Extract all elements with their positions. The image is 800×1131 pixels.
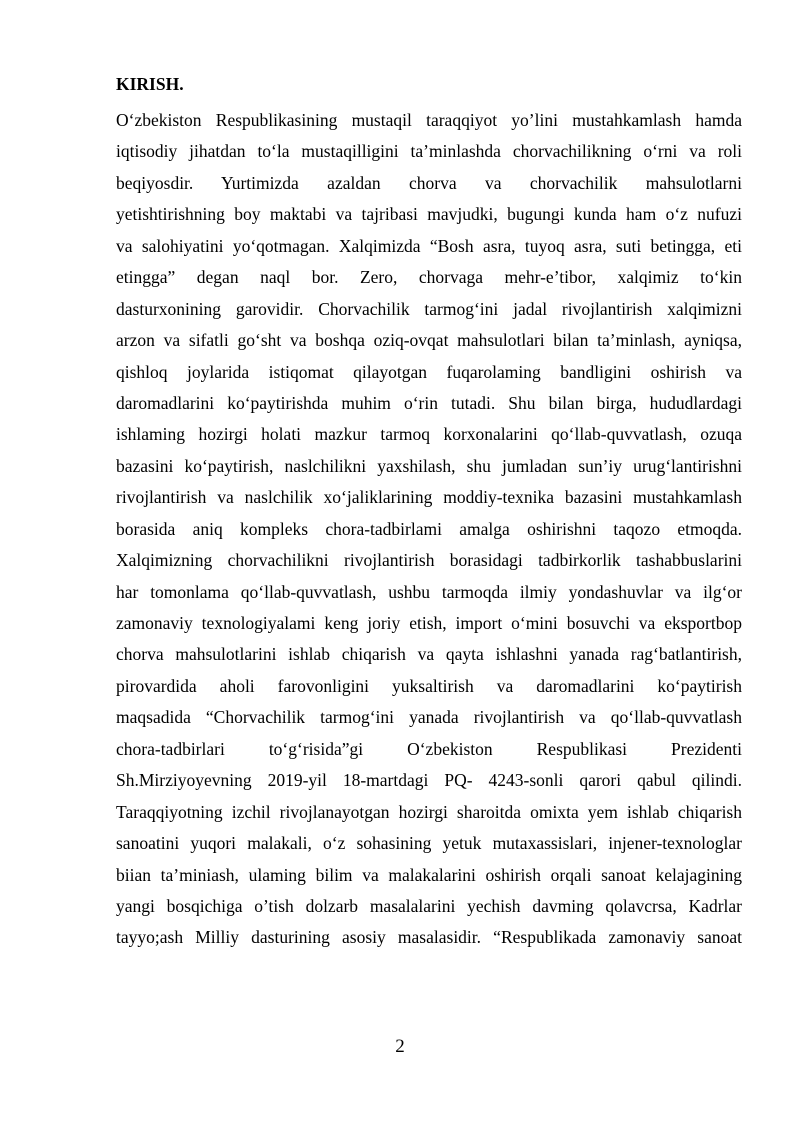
page-number: 2 [395, 1036, 405, 1057]
text-line: pirovardida aholi farovonligini yuksaltirish va daromadlarini ko‘paytirish [116, 675, 742, 696]
text-line: dasturxonining garovidir. Chorvachilik tarmog‘ini jadal rivojlantirish xalqimizni [116, 298, 742, 319]
text-line: Sh.Mirziyoyevning 2019-yil 18-martdagi PQ- 4243-sonli qarori qabul qilindi. [116, 770, 742, 791]
body-paragraph [116, 105, 742, 954]
text-line: maqsadida “Chorvachilik tarmog‘ini yanada rivojlantirish va qo‘llab-quvvatlash [116, 707, 742, 728]
text-line: etingga” degan naql bor. Zero, chorvaga mehr-e’tibor, xalqimiz to‘kin [116, 267, 742, 288]
text-line: har tomonlama qo‘llab-quvvatlash, ushbu tarmoqda ilmiy yondashuvlar va ilg‘or [116, 581, 742, 602]
text-line: va salohiyatini yo‘qotmagan. Xalqimizda “Bosh asra, tuyoq asra, suti betingga, eti [116, 235, 742, 256]
text-line: borasida aniq kompleks chora-tadbirlami amalga oshirishni taqozo etmoqda. [116, 518, 742, 539]
text-line: tayyo;ash Milliy dasturining asosiy masalasidir. “Respublikada zamonaviy sanoat [116, 927, 742, 948]
text-line: iqtisodiy jihatdan to‘la mustaqilligini ta’minlashda chorvachilikning o‘rni va roli [116, 141, 742, 162]
text-line: arzon va sifatli go‘sht va boshqa oziq-ovqat mahsulotlari bilan ta’minlash, ayniqsa, [116, 330, 742, 351]
text-line: ishlaming hozirgi holati mazkur tarmoq korxonalarini qo‘llab-quvvatlash, ozuqa [116, 424, 742, 445]
text-line: rivojlantirish va naslchilik xo‘jaliklarining moddiy-texnika bazasini mustahkamlash [116, 487, 742, 508]
text-line: yangi bosqichiga o’tish dolzarb masalalarini yechish davming qolavcrsa, Kadrlar [116, 895, 742, 916]
text-line: Xalqimizning chorvachilikni rivojlantirish borasidagi tadbirkorlik tashabbuslarini [116, 550, 742, 571]
text-line: zamonaviy texnologiyalami keng joriy etish, import o‘mini bosuvchi va eksportbop [116, 613, 742, 633]
text-line: yetishtirishning boy maktabi va tajribasi mavjudki, bugungi kunda ham o‘z nufuzi [116, 204, 742, 225]
section-heading: KIRISH. [116, 74, 184, 94]
text-line: daromadlarini ko‘paytirishda muhim o‘rin tutadi. Shu bilan birga, hududlardagi [116, 392, 742, 413]
text-line: beqiyosdir. Yurtimizda azaldan chorva va chorvachilik mahsulotlarni [116, 172, 742, 193]
text-line: chora-tadbirlari to‘g‘risida”gi O‘zbekiston Respublikasi Prezidenti [116, 738, 742, 759]
text-line: O‘zbekiston Respublikasining mustaqil taraqqiyot yo’lini mustahkamlash hamda [116, 110, 742, 130]
text-line: chorva mahsulotlarini ishlab chiqarish va qayta ishlashni yanada rag‘batlantirish, [116, 644, 742, 665]
text-line: sanoatini yuqori malakali, o‘z sohasining yetuk mutaxassislari, injener-texnologlar [116, 833, 742, 854]
text-line: qishloq joylarida istiqomat qilayotgan fuqarolaming bandligini oshirish va [116, 361, 742, 382]
text-line: Taraqqiyotning izchil rivojlanayotgan hozirgi sharoitda omixta yem ishlab chiqarish [116, 801, 742, 822]
text-line: biian ta’miniash, ulaming bilim va malakalarini oshirish orqali sanoat kelajagining [116, 864, 742, 885]
text-line: bazasini ko‘paytirish, naslchilikni yaxshilash, shu jumladan sun’iy urug‘lantirishni [116, 455, 742, 476]
